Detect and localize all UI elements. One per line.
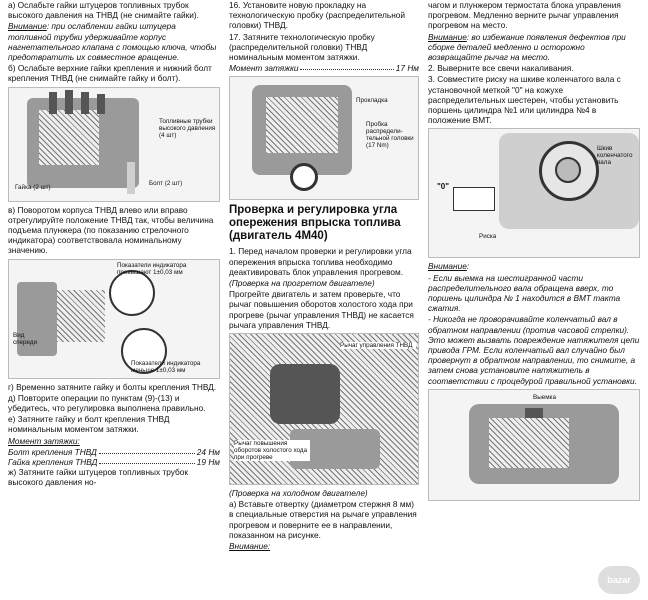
note-item-2: - Никогда не проворачивайте коленчатый вал в обратном направлении (против часовой стрелки). Это может вызвать повреждение натяжителя цепи привода ГРМ. Если коленчатый вал случайно был провернут в обратном направлении, то снимите, а затем снова установите натяжитель в соответствии с процедурой правильной установки. xyxy=(428,314,640,386)
text-step-g: г) Временно затяните гайку и болты крепления ТНВД. xyxy=(8,381,217,392)
note-text: : при ослаблении гайки штуцера топливной трубки удерживайте корпус нагнетательного клапана с помощью ключа, чтобы предотвратить их совместное вращение. xyxy=(8,21,217,63)
text-step-2: 2. Выверните все свечи накаливания. xyxy=(428,63,574,74)
bracket-drawing xyxy=(127,162,135,194)
text-step-e: е) Затяните гайку и болт крепления ТНВД номинальным моментом затяжки. xyxy=(8,414,170,435)
torque-title: Момент затяжки: xyxy=(8,435,80,446)
subheading-warm: (Проверка на прогретом двигателе) xyxy=(229,278,375,289)
label-nut: Гайка (2 шт) xyxy=(15,183,51,191)
label-indicator-over: Показатели индикатора превышают 1±0,03 мм xyxy=(117,261,187,276)
column-middle xyxy=(229,0,419,552)
column-right xyxy=(428,0,640,504)
figure-distributor-plug xyxy=(229,76,419,200)
torque-nut-label: Гайка крепления ТНВД xyxy=(8,457,98,468)
leader-dots xyxy=(99,447,195,454)
pump-detail-drawing xyxy=(266,97,338,153)
column-left xyxy=(8,0,220,489)
figure-warmup-lever xyxy=(229,333,419,485)
camshaft-detail-drawing xyxy=(489,418,569,468)
torque-row-nut xyxy=(8,457,220,467)
torque-plug-label: Момент затяжки xyxy=(229,63,299,74)
text-step-zh: ж) Затяните гайки штуцеров топливных трубок высокого давления но- xyxy=(8,467,189,488)
figure-camshaft-notch xyxy=(428,389,640,501)
pump-detail-drawing xyxy=(39,110,99,165)
note-attention-lever xyxy=(428,32,640,63)
pump-head-drawing xyxy=(57,290,105,342)
leader-dots xyxy=(300,63,393,70)
scale-detail-drawing xyxy=(453,187,495,211)
label-gasket: Прокладка xyxy=(356,97,388,105)
note-attention xyxy=(8,21,220,62)
pump-photo-drawing xyxy=(270,364,340,424)
torque-row-bolt xyxy=(8,447,220,457)
note-text: : во избежание появления дефектов при сборке деталей медленно и осторожно возвращайте рычаг на место. xyxy=(428,31,626,63)
label-pump-lever: Рычаг управления ТНВД xyxy=(340,342,416,349)
text-step-b: б) Ослабьте верхние гайки крепления и нижний болт крепления ТНВД (не снимайте гайку и болт). xyxy=(8,63,212,84)
text-step-v: в) Поворотом корпуса ТНВД влево или вправо отрегулируйте положение ТНВД так, чтобы величина подъема плунжера (по показанию стрелочного индикатора) соответствовала номинальному значению. xyxy=(8,204,214,256)
label-idle-lever: Рычаг повышения оборотов холостого хода при прогреве xyxy=(234,440,310,461)
notch-icon xyxy=(525,408,543,418)
text-attention-cut: Внимание: xyxy=(229,541,271,552)
leader-dots xyxy=(99,457,194,464)
label-notch: Выемка xyxy=(533,393,556,401)
pipe-drawing xyxy=(81,92,89,114)
plug-gasket-icon xyxy=(290,163,318,191)
pipe-drawing xyxy=(97,94,105,114)
label-indicator-under: Показатели индикатора меньше 1±0,03 мм xyxy=(131,359,201,374)
label-crank-pulley: Шкив коленчатого вала xyxy=(597,145,633,167)
text-step-3: 3. Совместите риску на шкиве коленчатого вала с установочной меткой "0" на кожухе распределительных шестерен, чтобы установить поршень цилиндра №1 или цилиндра №4 в положение ВМТ. xyxy=(428,74,621,126)
text-step-a: а) Ослабьте гайки штуцеров топливных трубок высокого давления на ТНВД (не снимайте гайки). xyxy=(8,0,199,21)
label-pipes: Топливные трубки высокого давления (4 шт) xyxy=(159,117,216,139)
text-step-17: 17. Затяните технологическую пробку (распределительной головки) ТНВД номинальным моментом затяжки. xyxy=(229,31,375,63)
subheading-cold: (Проверка на холодном двигателе) xyxy=(229,488,368,499)
note-label: Внимание xyxy=(428,261,467,272)
label-mark: Риска xyxy=(479,233,497,241)
note-item-1: - Если выемка на шестигранной части распределительного вала обращена вверх, то поршень цилиндра № 1 находится в ВМТ такта сжатия. xyxy=(428,272,621,314)
text-step-d: д) Повторите операции по пунктам (9)-(13) и убедитесь, что регулировка выполнена правильно. xyxy=(8,392,206,414)
note-attention-tdc: Внимание: xyxy=(428,261,470,272)
figure-crank-pulley xyxy=(428,128,640,258)
watermark-logo: bazar xyxy=(598,566,640,594)
torque-nut-value: 19 Нм xyxy=(196,457,220,468)
label-zero-mark: "0" xyxy=(437,182,450,192)
figure-indicator xyxy=(8,259,220,379)
torque-bolt-label: Болт крепления ТНВД xyxy=(8,446,97,457)
text-cold-a: а) Вставьте отвертку (диаметром стержня 8 мм) в специальные отверстия на рычаге управления прогревом и поверните ее в направлении, показанном на рисунке. xyxy=(229,499,417,540)
text-step-16: 16. Установите новую прокладку на технологическую пробку (распределительной головки) ТНВД. xyxy=(229,0,406,31)
label-bolt: Болт (2 шт) xyxy=(149,179,183,187)
label-front-view: Вид спереди xyxy=(13,331,38,346)
text-warm-check: Прогрейте двигатель и затем проверьте, что рычаг повышения оборотов холостого хода при прогреве (рычаг управления ТНВД) не касается рычага управления ТНВД. xyxy=(229,289,414,330)
figure-pump-mounting xyxy=(8,87,220,202)
section-heading: Проверка и регулировка угла опережения впрыска топлива (двигатель 4М40) xyxy=(229,204,401,243)
note-label: Внимание xyxy=(8,21,47,32)
label-plug: Пробка распредели- тельной головки (17 Nm) xyxy=(366,121,414,150)
text-step-1: 1. Перед началом проверки и регулировки угла опережения впрыска топлива необходимо деактивировать блок управления прогревом. xyxy=(229,246,412,277)
torque-bolt-value: 24 Нм xyxy=(196,446,220,457)
note-label: Внимание xyxy=(428,31,467,42)
torque-plug-value: 17 Нм xyxy=(395,63,419,74)
pipe-drawing xyxy=(49,92,57,114)
torque-row-plug xyxy=(229,63,419,73)
text-continued: чагом и плунжером термостата блока управления прогревом. Медленно верните рычаг управления прогревом на место. xyxy=(428,0,621,31)
pipe-drawing xyxy=(65,90,73,114)
dial-gauge-top-icon xyxy=(109,270,155,316)
